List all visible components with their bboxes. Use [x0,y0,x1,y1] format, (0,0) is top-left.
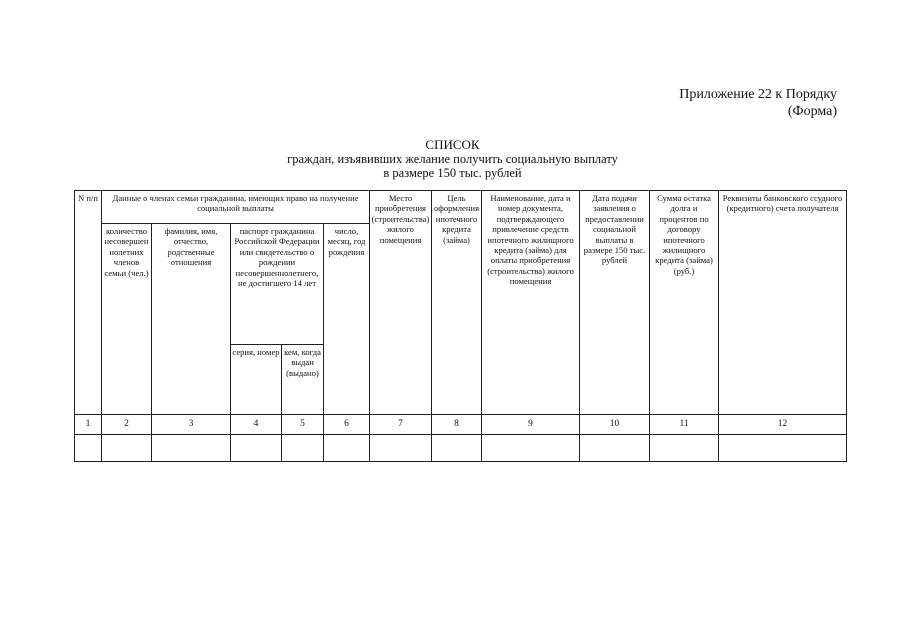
header-family-data: Данные о членах семьи гражданина, имеющих право на получение социальной выплаты [102,191,370,224]
header-issued-by: кем, когда выдан (выдано) [282,345,324,415]
column-numbers-row [75,415,847,435]
header-birth-date: число, месяц, год рождения [324,224,370,415]
column-number: 11 [650,415,719,435]
column-number: 7 [370,415,432,435]
empty-cell [231,435,282,462]
column-number: 9 [482,415,580,435]
header-document: Наименование, дата и номер документа, подтверждающего привлечение средств ипотечного жилищного кредита (займа) для оплаты приобретения (строительства) жилого помещения [482,191,580,415]
column-number: 5 [282,415,324,435]
empty-cell [580,435,650,462]
column-number: 12 [719,415,847,435]
header-row-number: N п/п [75,191,102,415]
empty-cell [432,435,482,462]
column-number: 4 [231,415,282,435]
title-amount-line: в размере 150 тыс. рублей [383,166,522,180]
header-passport: паспорт гражданина Российской Федерации или свидетельство о рождении несовершеннолетнего, не достигшего 14 лет [231,224,324,345]
empty-cell [482,435,580,462]
header-bank-details: Реквизиты банковского ссудного (кредитного) счета получателя [719,191,847,415]
header-full-name: фамилия, имя, отчество, родственные отношения [152,224,231,415]
column-number: 2 [102,415,152,435]
column-number: 1 [75,415,102,435]
empty-cell [370,435,432,462]
column-number: 6 [324,415,370,435]
title-subheading: граждан, изъявивших желание получить социальную выплату [287,152,618,166]
column-number: 3 [152,415,231,435]
header-purpose: Цель оформления ипотечного кредита (займа) [432,191,482,415]
column-number: 8 [432,415,482,435]
empty-cell [102,435,152,462]
column-number: 10 [580,415,650,435]
empty-cell [650,435,719,462]
header-series-number: серия, номер [231,345,282,415]
header-application-date: Дата подачи заявления о предоставлении социальной выплаты в размере 150 тыс. рублей [580,191,650,415]
appendix-reference: Приложение 22 к Порядку [679,87,837,102]
header-debt-amount: Сумма остатка долга и процентов по договору ипотечного жилищного кредита (займа) (руб.) [650,191,719,415]
empty-cell [152,435,231,462]
header-place: Место приобретения (строительства) жилого помещения [370,191,432,415]
empty-cell [324,435,370,462]
empty-cell [282,435,324,462]
header-minors-count: количество несовершеннолетних членов семьи (чел.) [102,224,152,415]
document-title [0,138,905,180]
recipients-table [74,190,847,462]
empty-cell [75,435,102,462]
form-label: (Форма) [787,104,837,119]
empty-cell [719,435,847,462]
title-heading: СПИСОК [425,137,480,152]
table-row [75,435,847,462]
appendix-header [679,86,837,120]
